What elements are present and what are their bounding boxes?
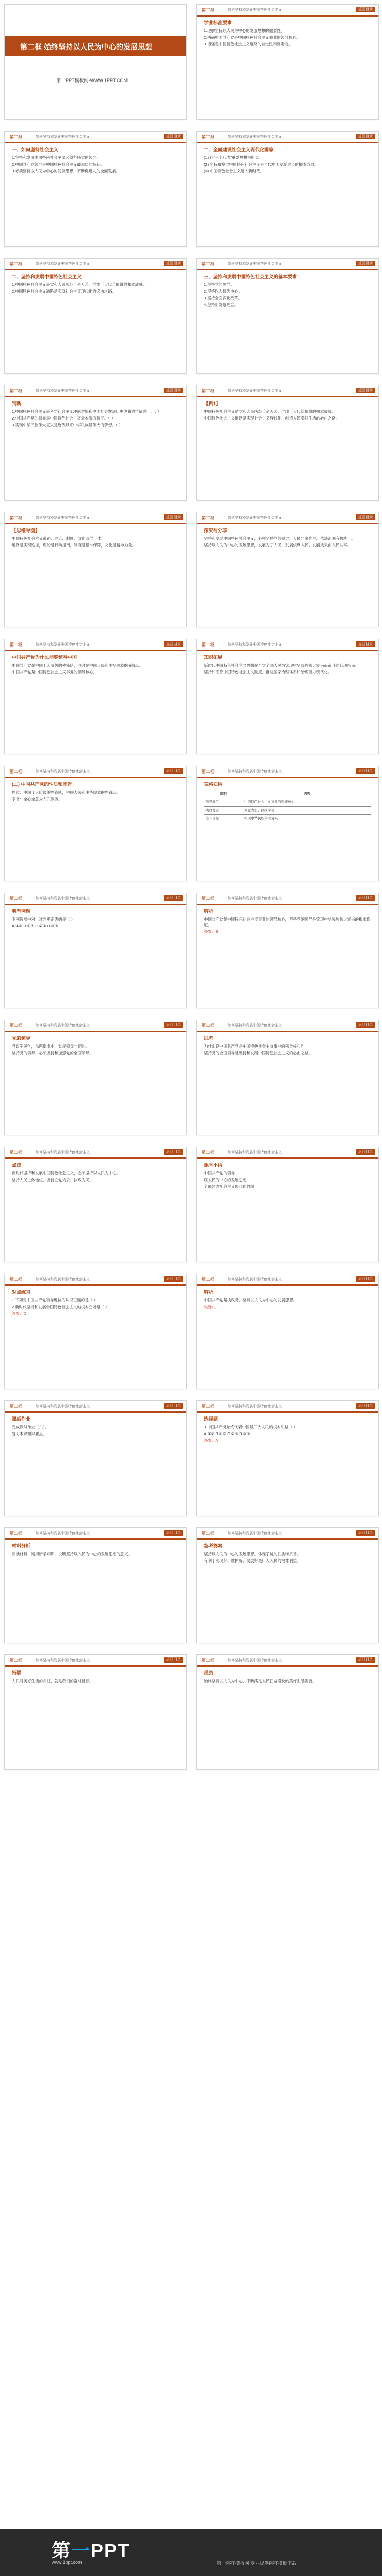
slide-text-line: 中国共产党是中国特色社会主义事业的领导核心，坚持党的领导是实现中华民族伟大复兴的根本保证。 xyxy=(204,917,371,927)
back-to-contents-button[interactable]: 返回目录 xyxy=(356,1276,375,1282)
slide-7[interactable] xyxy=(4,385,187,501)
slide-14[interactable] xyxy=(196,766,379,881)
slide-3[interactable] xyxy=(4,131,187,247)
breadcrumb: 如何坚持和发展中国特色社会主义 xyxy=(228,389,282,393)
breadcrumb: 如何坚持和发展中国特色社会主义 xyxy=(228,1405,282,1408)
breadcrumb: 如何坚持和发展中国特色社会主义 xyxy=(36,1024,90,1027)
slide-text-line: 人民对美好生活的向往，就是我们的奋斗目标。 xyxy=(12,1679,93,1683)
slide-text-line: A.①② B.①④ C.②③ D.③④ xyxy=(12,924,58,928)
slide-text-line: 完成课时作业（六）。 xyxy=(12,1425,49,1429)
slide-text-line: 3.增强走中国特色社会主义道路的自觉性和坚定性。 xyxy=(204,42,293,46)
slide-text-line: 新时代坚持和发展中国特色社会主义，必须坚持以人民为中心。 xyxy=(12,1171,120,1176)
back-to-contents-button[interactable]: 返回目录 xyxy=(164,1403,183,1409)
slide-body xyxy=(204,1290,371,1383)
slide-body xyxy=(12,401,179,495)
back-to-contents-button[interactable]: 返回目录 xyxy=(356,1022,375,1028)
lesson-tag: 第二框 xyxy=(202,389,214,393)
slide-text-line: 2.明确中国共产党是中国特色社会主义事业的领导核心。 xyxy=(204,35,300,40)
slide-header-bar xyxy=(5,1147,186,1159)
brand-logo[interactable]: 第一PPT xyxy=(52,2540,131,2561)
slide-heading: 课后作业 xyxy=(12,1416,31,1422)
breadcrumb: 如何坚持和发展中国特色社会主义 xyxy=(36,262,90,266)
slide-9[interactable] xyxy=(4,512,187,627)
slide-13[interactable] xyxy=(4,766,187,881)
slide-10[interactable] xyxy=(196,512,379,627)
slide-text-line: 道路是实现途径，理论是行动指南，制度是根本保障，文化是精神力量。 xyxy=(12,543,136,548)
slide-header-bar xyxy=(5,1274,186,1286)
slide-header-bar xyxy=(5,893,186,905)
slide-body xyxy=(204,909,371,1003)
back-to-contents-button[interactable]: 返回目录 xyxy=(356,1657,375,1663)
back-to-contents-button[interactable]: 返回目录 xyxy=(164,768,183,774)
table-cell: 领导地位 xyxy=(204,798,243,807)
slide-header-bar xyxy=(197,5,378,17)
breadcrumb: 如何坚持和发展中国特色社会主义 xyxy=(228,643,282,647)
slide-heading: (二) 中国共产党的性质和宗旨 xyxy=(12,782,72,787)
slide-text-line: 坚持和发展中国特色社会主义，必须坚持党的领导、人民当家作主、依法治国有机统一。 xyxy=(204,536,355,541)
breadcrumb: 如何坚持和发展中国特色社会主义 xyxy=(36,135,90,139)
slide-11[interactable] xyxy=(4,639,187,754)
slide-body xyxy=(12,1036,179,1130)
slide-text-line: 中国特色社会主义道路、理论、制度、文化四位一体。 xyxy=(12,536,105,541)
back-to-contents-button[interactable]: 返回目录 xyxy=(164,1530,183,1536)
slide-text-line: 坚持以人民为中心的发展思想，发展为了人民、发展依靠人民、发展成果由人民共享。 xyxy=(204,543,351,548)
back-to-contents-button[interactable]: 返回目录 xyxy=(356,1403,375,1409)
lesson-tag: 第二框 xyxy=(202,1023,214,1028)
lesson-tag: 第二框 xyxy=(202,1404,214,1409)
slide-text-line: 始终坚持以人民为中心，不断满足人民日益增长的美好生活需要。 xyxy=(204,1679,316,1683)
slide-body xyxy=(12,1543,179,1637)
slide-body xyxy=(204,20,371,114)
lesson-tag: 第二框 xyxy=(10,1658,22,1663)
slide-header-bar xyxy=(197,259,378,270)
table-cell: 立党为公、执政为民 xyxy=(243,807,371,815)
lesson-tag: 第二框 xyxy=(202,262,214,266)
slide-heading: 对点练习 xyxy=(12,1290,31,1295)
footer-caption-left: www.1ppt.com xyxy=(52,2559,82,2565)
slide-text-line: 1.下列对中国共产党领导地位的认识正确的是（ ） xyxy=(12,1298,98,1302)
slide-text-line: 3.实现中华民族伟大复兴是近代以来中华民族最伟大的梦想。（ ） xyxy=(12,423,123,427)
slide-body xyxy=(12,1670,179,1764)
slide-18[interactable] xyxy=(196,1020,379,1135)
slide-header-bar xyxy=(197,1274,378,1286)
breadcrumb: 如何坚持和发展中国特色社会主义 xyxy=(36,1278,90,1281)
slide-header-bar xyxy=(197,893,378,905)
table-cell: 实现中华民族伟大复兴 xyxy=(243,815,371,823)
slide-header-bar xyxy=(197,385,378,397)
slide-body xyxy=(12,909,179,1003)
back-to-contents-button[interactable]: 返回目录 xyxy=(164,1657,183,1663)
lesson-tag: 第二框 xyxy=(10,896,22,901)
slide-heading: 典型例题 xyxy=(12,909,31,914)
slide-header-bar xyxy=(197,766,378,778)
slide-header-bar xyxy=(197,512,378,524)
slide-text-line: 2.中国共产党的领导是中国特色社会主义最本质的特征。（ ） xyxy=(12,416,115,421)
slide-header-bar xyxy=(5,1655,186,1667)
slide-body xyxy=(204,1036,371,1130)
slide-text-line: 1.中国特色社会主义是党和人民历经千辛万苦、付出巨大代价取得的根本成就。 xyxy=(12,282,147,287)
lesson-tag: 第二框 xyxy=(202,516,214,520)
lesson-tag: 第二框 xyxy=(10,1023,22,1028)
lesson-tag: 第二框 xyxy=(202,896,214,901)
slide-body xyxy=(12,782,179,876)
slide-15[interactable] xyxy=(4,893,187,1008)
slide-text-line: 坚持以人民为中心的发展思想，体现了党的性质和宗旨。 xyxy=(204,1552,301,1556)
cover-site: 第一PPT模板网-WWW.1PPT.COM xyxy=(56,78,128,83)
back-to-contents-button[interactable]: 返回目录 xyxy=(164,641,183,647)
slide-text-line: 2.新时代坚持和发展中国特色社会主义的根本立场是（ ） xyxy=(12,1305,109,1309)
slide-body xyxy=(204,1163,371,1257)
breadcrumb: 如何坚持和发展中国特色社会主义 xyxy=(228,1278,282,1281)
slide-header-bar xyxy=(197,132,378,143)
slide-text-line: 下列选项中对上述判断正确的是（ ） xyxy=(12,917,75,922)
slide-text-line: 坚持和完善中国特色社会主义制度，推进国家治理体系和治理能力现代化。 xyxy=(204,670,332,674)
slide-header-bar xyxy=(197,1020,378,1032)
slide-heading: 拓展 xyxy=(12,1670,22,1676)
slide-heading: 一、如何坚持社会主义 xyxy=(12,147,59,152)
back-to-contents-button[interactable]: 返回目录 xyxy=(164,134,183,139)
slide-6[interactable] xyxy=(196,258,379,374)
slide-heading: 解析 xyxy=(204,1290,214,1295)
slide-text-line: 中国共产党是中国工人阶级的先锋队，同时是中国人民和中华民族的先锋队。 xyxy=(12,663,144,668)
back-to-contents-button[interactable]: 返回目录 xyxy=(164,1022,183,1028)
slide-text-line: 有利于实现好、维护好、发展好最广大人民的根本利益。 xyxy=(204,1558,301,1563)
slide-body xyxy=(12,147,179,241)
slide-text-line: (3) 中国特色社会主义进入新时代。 xyxy=(204,169,264,173)
slide-24[interactable] xyxy=(196,1400,379,1516)
slide-header-bar xyxy=(197,1147,378,1159)
lesson-tag: 第二框 xyxy=(202,1150,214,1155)
slide-21[interactable] xyxy=(4,1274,187,1389)
slide-20[interactable] xyxy=(196,1147,379,1262)
lesson-tag: 第二框 xyxy=(202,769,214,774)
slide-text-line: 1.理解坚持以人民为中心的发展思想的重要性。 xyxy=(204,28,285,33)
slide-body xyxy=(204,274,371,368)
slide-header-bar xyxy=(5,766,186,778)
slide-text-line: 中国共产党是中国特色社会主义事业的领导核心。 xyxy=(12,670,97,674)
summary-table xyxy=(204,790,371,823)
breadcrumb: 如何坚持和发展中国特色社会主义 xyxy=(36,643,90,647)
slide-body xyxy=(204,1543,371,1637)
back-to-contents-button[interactable]: 返回目录 xyxy=(164,388,183,393)
back-to-contents-button[interactable]: 返回目录 xyxy=(356,7,375,12)
back-to-contents-button[interactable]: 返回目录 xyxy=(356,1530,375,1536)
slide-27[interactable] xyxy=(4,1654,187,1770)
lesson-tag: 第二框 xyxy=(10,1404,22,1409)
slide-body xyxy=(12,528,179,622)
slide-text-line: 党政军民学，东西南北中，党是领导一切的。 xyxy=(12,1044,89,1049)
slide-5[interactable] xyxy=(4,258,187,374)
slide-1[interactable] xyxy=(4,4,187,120)
slide-heading: 材料分析 xyxy=(12,1543,31,1549)
back-to-contents-button[interactable]: 返回目录 xyxy=(356,514,375,520)
breadcrumb: 如何坚持和发展中国特色社会主义 xyxy=(228,897,282,900)
breadcrumb: 如何坚持和发展中国特色社会主义 xyxy=(36,516,90,520)
slide-heading: 参考答案 xyxy=(204,1543,223,1549)
slide-body xyxy=(12,655,179,749)
slide-text-line: A.①② B.①③ C.②④ D.③④ xyxy=(204,1431,250,1436)
slide-heading: 中国共产党为什么能够领导中国 xyxy=(12,655,77,660)
table-header-cell: 项目 xyxy=(204,790,243,798)
breadcrumb: 如何坚持和发展中国特色社会主义 xyxy=(228,1659,282,1662)
table-cell: 执政理念 xyxy=(204,807,243,815)
slide-text-line: 宗旨：全心全意为人民服务。 xyxy=(12,797,62,801)
slide-text-line: 坚持人民主体地位，坚持立党为公、执政为民。 xyxy=(12,1178,93,1182)
slide-text-line: 复习本课知识要点。 xyxy=(12,1431,47,1436)
slide-header-bar xyxy=(197,1655,378,1667)
back-to-contents-button[interactable]: 返回目录 xyxy=(356,134,375,139)
lesson-tag: 第二框 xyxy=(10,769,22,774)
breadcrumb: 如何坚持和发展中国特色社会主义 xyxy=(228,516,282,520)
slide-body xyxy=(12,1163,179,1257)
slide-header-bar xyxy=(5,1401,186,1413)
slide-header-bar xyxy=(5,259,186,270)
back-to-contents-button[interactable]: 返回目录 xyxy=(356,388,375,393)
slide-4[interactable] xyxy=(196,131,379,247)
slide-header-bar xyxy=(5,512,186,524)
slide-heading: 点拨 xyxy=(12,1163,22,1168)
lesson-tag: 第二框 xyxy=(10,1150,22,1155)
slide-body xyxy=(12,1416,179,1510)
breadcrumb: 如何坚持和发展中国特色社会主义 xyxy=(36,389,90,393)
breadcrumb: 如何坚持和发展中国特色社会主义 xyxy=(228,770,282,774)
back-to-contents-button[interactable]: 返回目录 xyxy=(164,1276,183,1282)
breadcrumb: 如何坚持和发展中国特色社会主义 xyxy=(36,770,90,774)
slide-text-line: 故选D。 xyxy=(204,1305,218,1309)
back-to-contents-button[interactable]: 返回目录 xyxy=(356,768,375,774)
slide-header-bar xyxy=(5,639,186,651)
back-to-contents-button[interactable]: 返回目录 xyxy=(164,1149,183,1155)
slide-header-bar xyxy=(5,1020,186,1032)
back-to-contents-button[interactable]: 返回目录 xyxy=(356,261,375,266)
table-row xyxy=(204,798,371,807)
back-to-contents-button[interactable]: 返回目录 xyxy=(164,895,183,901)
slide-8[interactable] xyxy=(196,385,379,501)
slide-body xyxy=(12,1290,179,1383)
lesson-tag: 第二框 xyxy=(202,1658,214,1663)
breadcrumb: 如何坚持和发展中国特色社会主义 xyxy=(228,1024,282,1027)
lesson-tag: 第二框 xyxy=(10,135,22,139)
lesson-tag: 第二框 xyxy=(10,516,22,520)
slide-28[interactable] xyxy=(196,1654,379,1770)
lesson-tag: 第二框 xyxy=(202,642,214,647)
slide-text-line: 1.坚持党的领导。 xyxy=(204,282,234,287)
table-row xyxy=(204,807,371,815)
slide-header-bar xyxy=(5,1528,186,1540)
lesson-tag: 第二框 xyxy=(202,135,214,139)
slide-body xyxy=(204,1670,371,1764)
slide-text-line: 2.坚持以人民为中心。 xyxy=(204,289,242,294)
slide-text-line: 1.坚持和发展中国特色社会主义必须坚持党的领导。 xyxy=(12,155,101,160)
slide-22[interactable] xyxy=(196,1274,379,1389)
lesson-tag: 第二框 xyxy=(10,1531,22,1536)
slide-header-bar xyxy=(197,1528,378,1540)
slide-heading: 总结 xyxy=(204,1670,214,1676)
slide-heading: 【例1】 xyxy=(204,401,221,406)
back-to-contents-button[interactable]: 返回目录 xyxy=(356,1149,375,1155)
slide-header-bar xyxy=(197,639,378,651)
footer-caption-right: 第一PPT模板网 专业提供PPT模板下载 xyxy=(217,2561,297,2566)
breadcrumb: 如何坚持和发展中国特色社会主义 xyxy=(228,135,282,139)
slide-heading: 判断 xyxy=(12,401,22,406)
slide-text-line: 2.中国特色社会主义道路是实现社会主义现代化的必由之路。 xyxy=(12,289,116,294)
slide-text-line: (2) 坚持和发展中国特色社会主义是当代中国发展进步的根本方向。 xyxy=(204,162,319,167)
slide-text-line: 答案：A xyxy=(204,1438,218,1443)
table-row xyxy=(204,815,371,823)
slide-25[interactable] xyxy=(4,1527,187,1643)
lesson-tag: 第二框 xyxy=(202,1277,214,1282)
table-cell: 中国特色社会主义事业的领导核心 xyxy=(243,798,371,807)
back-to-contents-button[interactable]: 返回目录 xyxy=(356,895,375,901)
slide-heading: 二、全面建设社会主义现代化国家 xyxy=(204,147,274,152)
slide-text-line: 3.坚持全面深化改革。 xyxy=(204,296,242,300)
slide-header-bar xyxy=(197,1401,378,1413)
slide-heading: 选择题 xyxy=(204,1416,218,1422)
slide-text-line: 3.中国共产党始终代表中国最广大人民的根本利益（ ） xyxy=(204,1425,297,1429)
slide-heading: 党的领导 xyxy=(12,1036,31,1041)
breadcrumb: 如何坚持和发展中国特色社会主义 xyxy=(228,262,282,266)
slide-header-bar xyxy=(5,132,186,143)
slide-text-line: 阅读材料，运用所学知识，说明坚持以人民为中心的发展思想的意义。 xyxy=(12,1552,132,1556)
breadcrumb: 如何坚持和发展中国特色社会主义 xyxy=(36,1659,90,1662)
slide-2[interactable] xyxy=(196,4,379,120)
slide-text-line: 中国特色社会主义是党和人民历经千辛万苦、付出巨大代价取得的根本成就。 xyxy=(204,409,336,414)
slide-text-line: 答案：B xyxy=(204,929,218,934)
slide-heading: 表格归纳 xyxy=(204,782,223,787)
slide-26[interactable] xyxy=(196,1527,379,1643)
slide-text-line: 全面建成社会主义现代化强国 xyxy=(204,1184,254,1189)
slide-text-line: 为什么说中国共产党是中国特色社会主义事业的领导核心？ xyxy=(204,1044,305,1049)
breadcrumb: 如何坚持和发展中国特色社会主义 xyxy=(228,8,282,12)
lesson-tag: 第二框 xyxy=(10,1277,22,1282)
slide-heading: 探究与分享 xyxy=(204,528,228,533)
back-to-contents-button[interactable]: 返回目录 xyxy=(164,261,183,266)
slide-header-bar xyxy=(5,385,186,397)
breadcrumb: 如何坚持和发展中国特色社会主义 xyxy=(36,1532,90,1535)
table-header-cell: 内容 xyxy=(243,790,371,798)
slide-text-line: (1) 以“三个代表”重要思想为指导。 xyxy=(204,155,263,160)
slide-text-line: 中国共产党是执政党，坚持以人民为中心的发展思想。 xyxy=(204,1298,297,1302)
breadcrumb: 如何坚持和发展中国特色社会主义 xyxy=(36,1151,90,1154)
lesson-tag: 第二框 xyxy=(10,389,22,393)
slide-16[interactable] xyxy=(196,893,379,1008)
table-cell: 奋斗目标 xyxy=(204,815,243,823)
slide-17[interactable] xyxy=(4,1020,187,1135)
slide-text-line: 1.中国特色社会主义是科学社会主义理论逻辑和中国社会发展历史逻辑的辩证统一。（ ） xyxy=(12,409,162,414)
slide-text-line: 性质：中国工人阶级的先锋队，中国人民和中华民族的先锋队。 xyxy=(12,790,120,795)
slide-23[interactable] xyxy=(4,1400,187,1516)
breadcrumb: 如何坚持和发展中国特色社会主义 xyxy=(36,1405,90,1408)
slide-heading: 三、坚持和发展中国特色社会主义的基本要求 xyxy=(204,274,297,279)
cover-title: 第二框 始终坚持以人民为中心的发展思想 xyxy=(20,43,152,51)
slide-body xyxy=(12,274,179,368)
slide-text-line: 中国共产党的领导 xyxy=(204,1171,235,1176)
slide-text-line: 坚持党的全面领导是坚持和发展中国特色社会主义的必由之路。 xyxy=(204,1051,312,1055)
lesson-tag: 第二框 xyxy=(202,1531,214,1536)
slide-heading: 【思维导图】 xyxy=(12,528,40,533)
breadcrumb: 如何坚持和发展中国特色社会主义 xyxy=(228,1532,282,1535)
slide-text-line: 3.必须坚持以人民为中心的发展思想，不断促进人的全面发展。 xyxy=(12,169,120,173)
slide-text-line: 答案：D xyxy=(12,1311,26,1316)
lesson-tag: 第二框 xyxy=(202,8,214,12)
slide-body xyxy=(204,147,371,241)
slide-text-line: 2.中国共产党领导是中国特色社会主义最本质的特征。 xyxy=(12,162,104,167)
slide-text-line: 坚持党的领导，必须坚持和加强党的全面领导。 xyxy=(12,1051,93,1055)
slide-text-line: 4.坚持新发展理念。 xyxy=(204,302,238,307)
breadcrumb: 如何坚持和发展中国特色社会主义 xyxy=(228,1151,282,1154)
slide-body xyxy=(204,1416,371,1510)
slide-heading: 解析 xyxy=(204,909,214,914)
slide-body xyxy=(204,401,371,495)
slide-19[interactable] xyxy=(4,1147,187,1262)
lesson-tag: 第二框 xyxy=(10,642,22,647)
lesson-tag: 第二框 xyxy=(10,262,22,266)
slide-heading: 二、坚持和发展中国特色社会主义 xyxy=(12,274,82,279)
slide-text-line: 以人民为中心的发展思想 xyxy=(204,1178,247,1182)
slide-text-line: 新时代中国特色社会主义思想是全党全国人民为实现中华民族伟大复兴而奋斗的行动指南。 xyxy=(204,663,359,668)
slide-heading: 课堂小结 xyxy=(204,1163,223,1168)
slide-text-line: 中国特色社会主义道路是实现社会主义现代化、创造人民美好生活的必由之路。 xyxy=(204,416,340,421)
slide-body xyxy=(204,528,371,622)
slide-12[interactable] xyxy=(196,639,379,754)
slide-body xyxy=(204,782,371,876)
slide-heading: 知识拓展 xyxy=(204,655,223,660)
back-to-contents-button[interactable]: 返回目录 xyxy=(356,641,375,647)
back-to-contents-button[interactable]: 返回目录 xyxy=(164,514,183,520)
breadcrumb: 如何坚持和发展中国特色社会主义 xyxy=(36,897,90,900)
slide-heading: 思考 xyxy=(204,1036,214,1041)
slide-body xyxy=(204,655,371,749)
slide-heading: 学业标准要求 xyxy=(204,20,232,25)
